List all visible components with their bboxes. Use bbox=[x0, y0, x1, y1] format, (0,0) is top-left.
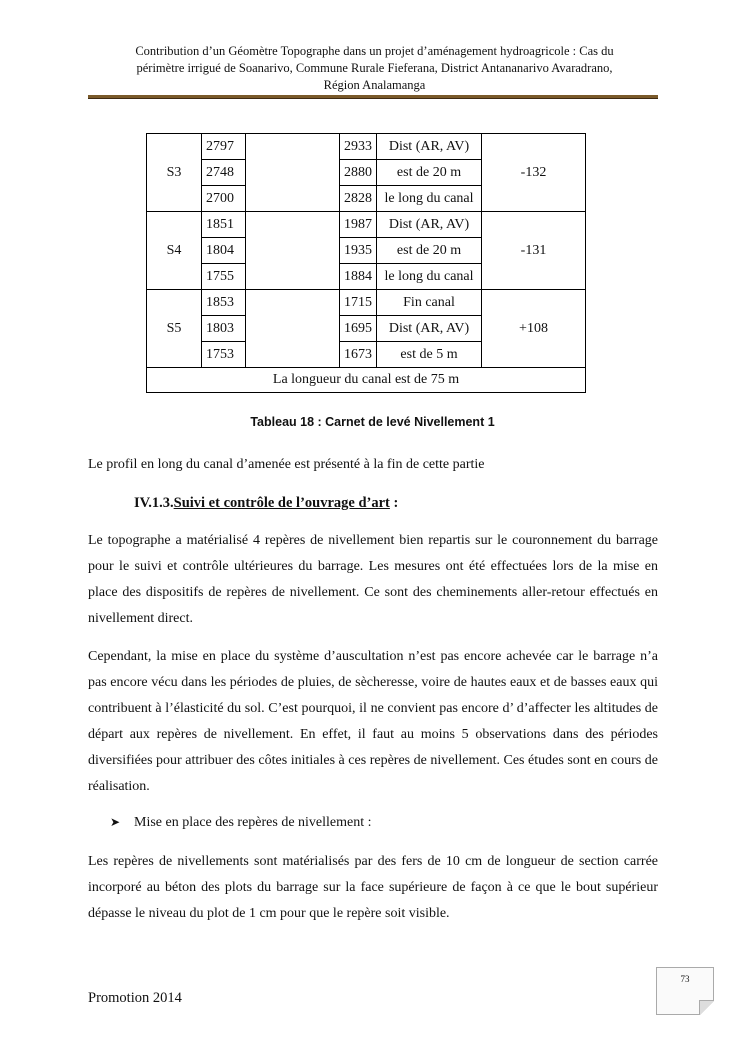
reading-cell: 1853 bbox=[202, 290, 246, 316]
station-cell: S3 bbox=[147, 134, 202, 212]
reading-cell: 1803 bbox=[202, 316, 246, 342]
table-caption: Tableau 18 : Carnet de levé Nivellement 1 bbox=[250, 415, 495, 429]
reading-cell: 2797 bbox=[202, 134, 246, 160]
reading-cell: 1884 bbox=[340, 264, 377, 290]
page-footer: Promotion 2014 bbox=[88, 990, 182, 1006]
table-row bbox=[147, 212, 586, 238]
table-row bbox=[147, 290, 586, 316]
reading-cell: 2700 bbox=[202, 186, 246, 212]
empty-cell bbox=[246, 212, 340, 290]
observation-cell: Fin canal bbox=[377, 290, 482, 316]
reading-cell: 1987 bbox=[340, 212, 377, 238]
header-line-1: Contribution d’un Géomètre Topographe dans un projet d’aménagement hydroagricole : Cas du bbox=[135, 44, 614, 58]
leveling-table bbox=[146, 133, 586, 393]
reading-cell: 1804 bbox=[202, 238, 246, 264]
difference-cell: -132 bbox=[482, 134, 586, 212]
table-footer: La longueur du canal est de 75 m bbox=[147, 368, 586, 393]
reading-cell: 2880 bbox=[340, 160, 377, 186]
station-cell: S5 bbox=[147, 290, 202, 368]
header-line-3: Région Analamanga bbox=[323, 78, 426, 92]
observation-cell: est de 20 m bbox=[377, 160, 482, 186]
reading-cell: 1715 bbox=[340, 290, 377, 316]
arrow-bullet-icon: ➤ bbox=[110, 815, 121, 829]
table-footer-row bbox=[147, 368, 586, 393]
section-number: IV.1.3. bbox=[134, 495, 174, 511]
observation-cell: est de 5 m bbox=[377, 342, 482, 368]
page-number-box bbox=[656, 967, 714, 1015]
paragraph-reperes: Le topographe a matérialisé 4 repères de nivellement bien repartis sur le couronnement du barrage pour le suivi et contrôle ultérieures du barrage. Les mesures ont été effectuées lors de la mise en place des dispositifs de repères de nivellement. Ce sont des cheminements aller-retour effectués en nivellement direct. bbox=[88, 533, 658, 626]
paragraph-materialisation: Les repères de nivellements sont matérialisés par des fers de 10 cm de longueur de section carrée incorporé au béton des plots du barrage sur la face supérieure de façon à ce que le bout supérieur dépasse le niveau du plot de 1 cm pour que le repère soit visible. bbox=[88, 854, 658, 921]
header-divider bbox=[88, 95, 658, 99]
reading-cell: 2748 bbox=[202, 160, 246, 186]
bullet-text: Mise en place des repères de nivellement : bbox=[134, 815, 372, 830]
difference-cell: -131 bbox=[482, 212, 586, 290]
observation-cell: Dist (AR, AV) bbox=[377, 212, 482, 238]
bullet-item bbox=[110, 815, 372, 831]
reading-cell: 1695 bbox=[340, 316, 377, 342]
section-title: Suivi et contrôle de l’ouvrage d’art bbox=[173, 495, 390, 511]
observation-cell: Dist (AR, AV) bbox=[377, 134, 482, 160]
reading-cell: 1935 bbox=[340, 238, 377, 264]
page-header bbox=[92, 43, 657, 94]
reading-cell: 1673 bbox=[340, 342, 377, 368]
paragraph-auscultation: Cependant, la mise en place du système d’auscultation n’est pas encore achevée car le barrage n’a pas encore vécu dans les périodes de pluies, de sècheresse, voire de hautes eaux et de basses eaux qui contribuent à l’élasticité du sol. C’est pourquoi, il ne convient pas encore d’ d’affecter les altitudes de départ aux repères de nivellement. En effet, il faut au moins 5 observations dans des périodes diversifiées pour attribuer des côtes initiales à ces repères de nivellement. Ces études sont en cours de réalisation. bbox=[88, 649, 658, 794]
section-heading bbox=[134, 495, 398, 512]
table-row bbox=[147, 134, 586, 160]
reading-cell: 1753 bbox=[202, 342, 246, 368]
station-cell: S4 bbox=[147, 212, 202, 290]
reading-cell: 2933 bbox=[340, 134, 377, 160]
page-curl-icon bbox=[699, 1000, 714, 1015]
header-line-2: périmètre irrigué de Soanarivo, Commune Rurale Fieferana, District Antananarivo Avaradrano, bbox=[136, 61, 613, 75]
observation-cell: le long du canal bbox=[377, 186, 482, 212]
page-number: 73 bbox=[680, 974, 690, 984]
reading-cell: 1755 bbox=[202, 264, 246, 290]
empty-cell bbox=[246, 134, 340, 212]
section-suffix: : bbox=[389, 495, 399, 511]
observation-cell: est de 20 m bbox=[377, 238, 482, 264]
empty-cell bbox=[246, 290, 340, 368]
reading-cell: 1851 bbox=[202, 212, 246, 238]
observation-cell: le long du canal bbox=[377, 264, 482, 290]
observation-cell: Dist (AR, AV) bbox=[377, 316, 482, 342]
paragraph-profile: Le profil en long du canal d’amenée est présenté à la fin de cette partie bbox=[88, 457, 485, 472]
difference-cell: +108 bbox=[482, 290, 586, 368]
reading-cell: 2828 bbox=[340, 186, 377, 212]
